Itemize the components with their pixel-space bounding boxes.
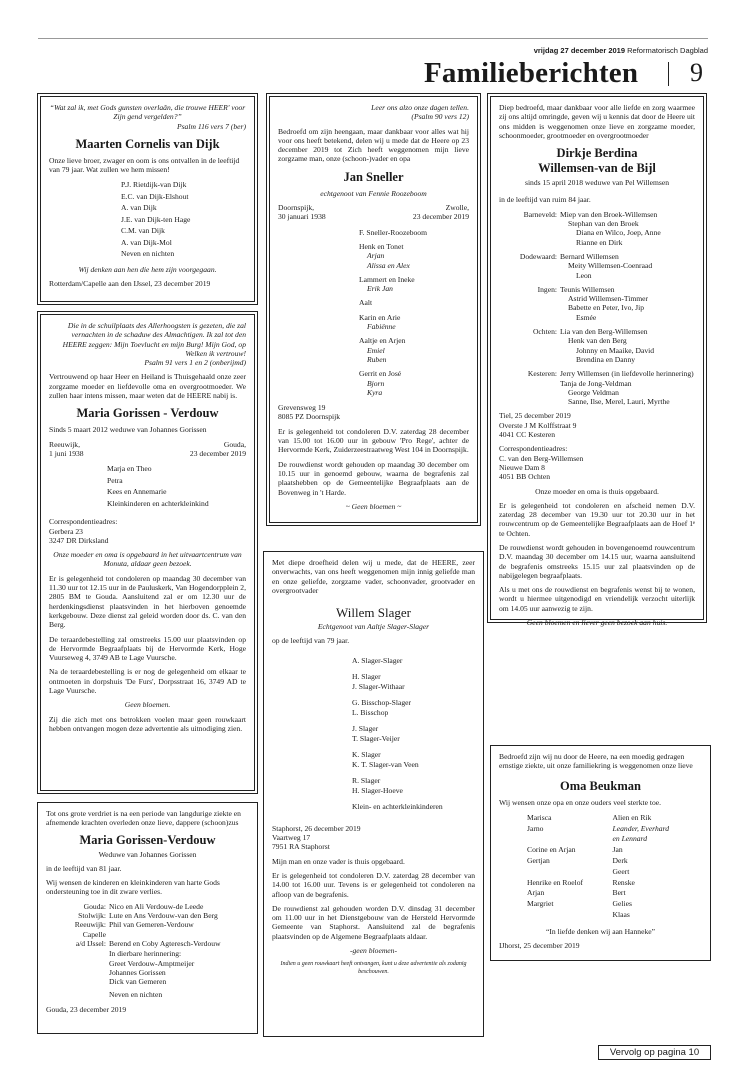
wish-text: Wij wensen onze opa en onze ouders veel sterkte toe. bbox=[499, 797, 662, 807]
right-column bbox=[601, 813, 703, 921]
ad-jan-sneller bbox=[269, 96, 478, 523]
condolence-text: Er is gelegenheid tot condoleren en afscheid nemen D.V. zaterdag 28 december van 19.30 uur tot 20.30 uur in het rouwcentrum op de Gemeentelijke Begraafplaats aan de Hoef 1ᵉ te Ochten. bbox=[499, 500, 695, 538]
family-line: Jerry Willemsen (in liefdevolle herinnering) bbox=[560, 369, 694, 379]
quote: “Wat zal ik, met Gods gunsten overlaân, die trouwe HEER' voor Zijn gend vergelden?” bbox=[49, 103, 246, 122]
intro-text: Diep bedroefd, maar dankbaar voor alle liefde en zorg waarmee zij ons altijd omringde, geven wij u kennis dat door de Heere uit ons midden is weggenomen onze lieve en zorgzame moeder, schoonmoeder, grootmoeder en overgrootmoeder bbox=[499, 103, 695, 140]
family-line: Meity Willemsen-Coenraad bbox=[568, 261, 653, 271]
place-date: Staphorst, 26 december 2019 bbox=[272, 823, 361, 833]
family-group bbox=[499, 210, 695, 247]
family-group bbox=[499, 369, 695, 406]
grandchild: Fabiënne bbox=[367, 322, 396, 332]
relative-place: Gouda: bbox=[83, 901, 106, 911]
family-lines bbox=[557, 285, 648, 322]
family-member: J. Slager-Withaar bbox=[352, 681, 405, 691]
dateline bbox=[534, 46, 708, 55]
family-line: Lia van den Berg-Willemsen bbox=[560, 327, 648, 337]
spouse-text: Echtgenoot van Aaltje Slager-Slager bbox=[317, 622, 430, 632]
ad-willem-slager bbox=[263, 551, 484, 1037]
closing-text: Wij denken aan hen die hem zijn voorgegaan. bbox=[78, 264, 217, 274]
grandchild: Ruben bbox=[367, 354, 387, 364]
family-line: Tanja de Jong-Veldman bbox=[560, 378, 632, 388]
family-member: F. Sneller-Roozeboom bbox=[359, 227, 427, 237]
grandchild-name: Gelies bbox=[612, 899, 632, 909]
ad-gorissen-verdouw bbox=[40, 314, 255, 791]
continued-link[interactable]: Vervolg op pagina 10 bbox=[598, 1045, 711, 1060]
burial-text: De teraardebestelling zal omstreeks 15.00 uur plaatsvinden op de Hervormde Begraafplaats bij de Hervormde Kerk, Hoge Vuurseweg 4, 3749 AB te Lage Vuursche. bbox=[49, 634, 246, 663]
deceased-name: Maria Gorissen-Verdouw bbox=[79, 832, 216, 847]
intro-text: Vertrouwend op haar Heer en Heiland is Thuisgehaald onze zeer zorgzame moeder en liefdevolle oma en overgrootmoeder. We zullen haar intens missen, maar weten dat de HEERE nabij is. bbox=[49, 372, 246, 401]
birth-place: Reeuwijk, bbox=[49, 439, 81, 449]
no-flowers: -geen bloemen- bbox=[349, 946, 398, 956]
address-line: Grevensweg 19 bbox=[278, 403, 326, 413]
intro-text: Onze lieve broer, zwager en oom is ons ontvallen in de leeftijd van 79 jaar. Wat zullen we hem missen! bbox=[49, 155, 240, 175]
service-text: De rouwdienst zal gehouden worden D.V. dinsdag 31 december om 11.00 uur in het Dienstgebouw van de Hersteld Hervormde Gemeente van Staphorst. Aansluitend zal de begrafenis plaatsvinden op de Algemene Begraafplaats aldaar. bbox=[272, 903, 475, 941]
memory-name: Greet Verdouw-Amptmeijer bbox=[109, 958, 195, 968]
family-member: P.J. Rietdijk-van Dijk bbox=[121, 180, 187, 190]
family-place: Barneveld: bbox=[523, 209, 557, 219]
correspondence-line: Nieuwe Dam 8 bbox=[499, 462, 545, 472]
family-line: Johnny en Maaike, David bbox=[576, 345, 655, 355]
family-line: Rianne en Dirk bbox=[576, 237, 623, 247]
grandchild-name: Gertjan bbox=[527, 856, 550, 866]
nephews-text: Neven en nichten bbox=[109, 990, 163, 1000]
intro-text: Tot ons grote verdriet is na een periode van langdurige ziekte en afnemende krachten overleden onze lieve, dappere (schoon)zus bbox=[46, 809, 241, 828]
family-member: Aaltje en Arjen bbox=[359, 336, 406, 346]
family-list bbox=[49, 179, 246, 260]
correspondence-line: Gerbera 23 bbox=[49, 526, 83, 536]
memory-name: Dick van Gemeren bbox=[109, 977, 167, 987]
spouse-text: echtgenoot van Fennie Roozeboom bbox=[320, 188, 427, 198]
death-place: Gouda, bbox=[223, 439, 246, 449]
family-member: E.C. van Dijk-Elshout bbox=[121, 191, 189, 201]
quote-text: “In liefde denken wij aan Hanneke” bbox=[545, 926, 655, 936]
home-text: Mijn man en onze vader is thuis opgebaard. bbox=[272, 856, 405, 866]
correspondence-label: Correspondentieadres: bbox=[49, 517, 118, 527]
family-line: Babette en Peter, Ivo, Jip bbox=[568, 303, 645, 313]
family-member: Petra bbox=[107, 475, 123, 485]
grandchild-name: Bert bbox=[612, 888, 626, 898]
correspondence-line: C. van den Berg-Willemsen bbox=[499, 453, 584, 463]
notice-text: Als u met ons de rouwdienst en begrafenis wenst bij te wonen, wordt u hiermee uitgenodigd en vriendelijk verzocht uiterlijk om 14.05 uur aanwezig te zijn. bbox=[499, 585, 695, 613]
family-group bbox=[499, 327, 695, 364]
family-line: Astrid Willemsen-Timmer bbox=[568, 294, 649, 304]
family-line: Teunis Willemsen bbox=[560, 284, 615, 294]
relative-row bbox=[46, 911, 249, 920]
family-list bbox=[49, 463, 246, 509]
family-line: Stephan van den Broek bbox=[568, 219, 639, 229]
deceased-surname: Willemsen-van de Bijl bbox=[538, 161, 656, 176]
family-member: Aalt bbox=[359, 298, 373, 308]
relative-place: Stolwijk: bbox=[78, 911, 106, 921]
family-member: C.M. van Dijk bbox=[121, 226, 165, 236]
relatives-list bbox=[46, 902, 249, 948]
memory-name: Johannes Gorissen bbox=[109, 967, 166, 977]
after-text: Na de teraardebestelling is er nog de gelegenheid om elkaar te ontmoeten in dorpshuis 'De Furs', Dorpsstraat 16, 3749 AD te Lage Vuursche. bbox=[49, 667, 246, 696]
family-member: Neven en nichten bbox=[121, 249, 175, 259]
condolence-text: Er is gelegenheid tot condoleren op maandag 30 december van 11.30 uur tot 12.15 uur in de Pauluskerk, Van Hogendorpplein 2, 2805 BM te Gouda. Aansluitend zal er om 12.30 uur de herdenkingsdienst plaatsvinden in het hierboven genoemde kerkgebouw. Deze dienst zal geleid worden door ds. C. van den Berg. bbox=[49, 573, 246, 630]
family-lines bbox=[557, 252, 652, 280]
relative-row bbox=[46, 902, 249, 911]
family-line: Brendina en Danny bbox=[576, 354, 636, 364]
page-number: 9 bbox=[690, 58, 703, 87]
relative-names bbox=[106, 930, 109, 939]
address-line: Vaartweg 17 bbox=[272, 833, 311, 843]
memory-block bbox=[46, 949, 249, 999]
condolence-text: Er is gelegenheid tot condoleren D.V. zaterdag 28 december van 14.00 tot 16.00 uur. Tevens is er gelegenheid tot condoleren na afloop van de begrafenis. bbox=[272, 870, 475, 899]
thanks-text: Zij die zich met ons betrokken voelen maar geen rouwkaart hebben ontvangen mogen deze advertentie als uitnodiging zien. bbox=[49, 714, 246, 733]
service-text: De rouwdienst wordt gehouden op maandag 30 december om 10.15 uur in genoemd gebouw, waarna de begrafenis zal plaatshebben op de Gemeentelijke Begraafplaats aan de Bovenweg in 't Harde. bbox=[278, 459, 469, 497]
grandchild-name: Geert bbox=[612, 866, 630, 876]
grandchild-name: Marisca bbox=[527, 812, 552, 822]
grandchild: Emiel bbox=[367, 345, 385, 355]
family-group bbox=[499, 285, 695, 322]
grandchild-name: Klaas bbox=[612, 910, 630, 920]
relative-row bbox=[46, 930, 249, 939]
widow-text: Weduwe van Johannes Gorissen bbox=[98, 849, 197, 859]
family-member: T. Slager-Veijer bbox=[352, 733, 400, 743]
relative-names: Nico en Ali Verdouw-de Leede bbox=[109, 901, 204, 911]
ad-willemsen-van-de-bijl bbox=[490, 96, 704, 628]
relative-row bbox=[46, 939, 249, 948]
dates-row bbox=[49, 440, 246, 459]
family-lines bbox=[557, 327, 654, 364]
wish-text: Wij wensen de kinderen en kleinkinderen van harte Gods ondersteuning toe in dit zware verlies. bbox=[46, 878, 220, 897]
header-rule bbox=[38, 38, 708, 39]
relative-names: Berend en Coby Agteresch-Verdouw bbox=[109, 938, 221, 948]
family-line: Esmée bbox=[576, 312, 597, 322]
family-list bbox=[278, 228, 469, 397]
grandchild-name: Jan bbox=[612, 845, 623, 855]
family-line: Leon bbox=[576, 270, 592, 280]
grandchildren-grid bbox=[499, 813, 702, 921]
family-line: Miep van den Broek-Willemsen bbox=[560, 209, 658, 219]
deceased-name: Jan Sneller bbox=[343, 169, 404, 184]
intro-text: Met diepe droefheid delen wij u mede, dat de HEERE, zeer onverwachts, van ons heeft weggenomen mijn innig geliefde man en onze geliefde, zorgzame vader, schoonvader, grootvader en overgrootvader bbox=[272, 558, 475, 595]
ad-oma-beukman bbox=[490, 745, 711, 961]
family-member: K. Slager bbox=[352, 749, 381, 759]
since-text: sinds 15 april 2018 weduwe van Pel Willemsen bbox=[524, 178, 670, 188]
place-date: Rotterdam/Capelle aan den IJssel, 23 december 2019 bbox=[49, 279, 211, 289]
grandchild: Erik Jan bbox=[367, 284, 393, 294]
quote-ref: (Psalm 90 vers 12) bbox=[411, 112, 469, 122]
family-member: Gerrit en José bbox=[359, 369, 402, 379]
relative-row bbox=[46, 920, 249, 929]
quote-ref: Psalm 116 vers 7 (ber) bbox=[176, 121, 246, 131]
family-member: R. Slager bbox=[352, 775, 381, 785]
family-place: Kesteren: bbox=[527, 369, 557, 379]
no-flowers: ~ Geen bloemen ~ bbox=[345, 501, 402, 511]
age-text: in de leeftijd van ruim 84 jaar. bbox=[499, 195, 591, 205]
family-member: Kleinkinderen en achterkleinkind bbox=[107, 498, 209, 508]
deceased-name: Oma Beukman bbox=[560, 778, 641, 793]
intro-text: Bedroefd zijn wij nu door de Heere, na een moedig gedragen ernstige ziekte, uit onze familiekring is weggenomen onze lieve bbox=[499, 752, 693, 771]
paper-name: Reformatorisch Dagblad bbox=[627, 46, 708, 55]
grandchild-name: Alien en Rik bbox=[612, 812, 652, 822]
grandchild-name: Leander, Everhard bbox=[612, 823, 670, 833]
family-group bbox=[499, 252, 695, 280]
family-member: Henk en Tonet bbox=[359, 241, 404, 251]
no-flowers: Geen bloemen en liever geen bezoek aan huis. bbox=[526, 618, 668, 628]
correspondence-line: 3247 DR Dirksland bbox=[49, 535, 109, 545]
grandchild-name: Derk bbox=[612, 856, 628, 866]
grandchildren-text: Klein- en achterkleinkinderen bbox=[352, 801, 443, 811]
family-member: A. van Dijk bbox=[121, 203, 157, 213]
address-line: 4041 CC Kesteren bbox=[499, 430, 556, 440]
spacer bbox=[527, 834, 601, 845]
condolence-text: Er is gelegenheid tot condoleren D.V. zaterdag 28 december van 15.00 tot 16.00 uur in gebouw 'Pro Rege', achter de Hervormde Kerk, Zuiderzeestraatweg West 104 in Doornspijk. bbox=[278, 426, 469, 455]
place-date: Tiel, 25 december 2019 bbox=[499, 411, 571, 421]
family-lines bbox=[557, 210, 661, 247]
family-place: Ingen: bbox=[537, 284, 557, 294]
relative-place: Reeuwijk: bbox=[74, 920, 106, 930]
address-line: 8085 PZ Doornspijk bbox=[278, 412, 341, 422]
grandchild: Kyra bbox=[367, 387, 383, 397]
home-text: Onze moeder en oma is thuis opgebaard. bbox=[535, 486, 659, 496]
correspondence-line: 4051 BB Ochten bbox=[499, 472, 551, 482]
memory-label: In dierbare herinnering: bbox=[109, 949, 182, 959]
grandchild: Arjan bbox=[367, 251, 385, 261]
birth-date: 30 januari 1938 bbox=[278, 212, 326, 222]
birth-date: 1 juni 1938 bbox=[49, 448, 84, 458]
relative-place: a/d IJssel: bbox=[75, 938, 106, 948]
issue-date: vrijdag 27 december 2019 bbox=[533, 46, 626, 55]
family-line: George Veldman bbox=[568, 387, 619, 397]
ad-gorissen-verdouw-family bbox=[37, 802, 258, 1034]
family-member: Marja en Theo bbox=[107, 464, 152, 474]
death-date: 23 december 2019 bbox=[412, 212, 469, 222]
family-member: A. Slager-Slager bbox=[352, 655, 403, 665]
section-title: Familieberichten bbox=[424, 57, 639, 89]
family-member: K. T. Slager-van Veen bbox=[352, 759, 419, 769]
family-line: Henk van den Berg bbox=[568, 336, 627, 346]
address-line: Overste J M Kolffstraat 9 bbox=[499, 420, 577, 430]
since-text: Sinds 5 maart 2012 weduwe van Johannes Gorissen bbox=[49, 425, 207, 435]
birth-place: Doornspijk, bbox=[278, 203, 315, 213]
grandchild-name: Corine en Arjan bbox=[527, 845, 576, 855]
family-place: Dodewaard: bbox=[519, 251, 557, 261]
left-column bbox=[499, 813, 601, 921]
quote: Leer ons alzo onze dagen tellen. bbox=[371, 103, 469, 112]
title-divider bbox=[668, 62, 669, 86]
grandchild: Alissa en Alex bbox=[367, 260, 410, 270]
family-member: H. Slager-Hoeve bbox=[352, 785, 403, 795]
age-text: in de leeftijd van 81 jaar. bbox=[46, 863, 122, 873]
quote: Die in de schuilplaats des Allerhoogsten is gezeten, die zal vernachten in de schaduw des Almachtigen. Ik zal tot den HEERE zeggen: Mijn Toevlucht en mijn Burg! Mijn God, op Welken ik vertrouw! bbox=[62, 321, 246, 358]
address-line: 7951 RA Staphorst bbox=[272, 842, 330, 852]
family-line: Diana en Wilco, Joep, Anne bbox=[576, 228, 661, 238]
ad-van-dijk bbox=[40, 96, 255, 302]
visiting-text: Onze moeder en oma is opgebaard in het uitvaartcentrum van Monuta, aldaar geen bezoek. bbox=[53, 550, 242, 569]
no-flowers: Geen bloemen. bbox=[124, 700, 171, 710]
death-place: Zwolle, bbox=[445, 203, 469, 213]
relative-names: Lute en Ans Verdouw-van den Berg bbox=[109, 911, 218, 921]
grandchild-name: Henrike en Roelof bbox=[527, 877, 584, 887]
place-date: IJhorst, 25 december 2019 bbox=[499, 941, 580, 951]
grandchild-name: Jarno bbox=[527, 823, 544, 833]
place-date: Gouda, 23 december 2019 bbox=[46, 1004, 127, 1014]
family-line: Sanne, Ilse, Merel, Lauri, Myrthe bbox=[568, 397, 670, 407]
family-member: A. van Dijk-Mol bbox=[121, 237, 172, 247]
deceased-name: Maarten Cornelis van Dijk bbox=[75, 136, 220, 151]
family-line: Bernard Willemsen bbox=[560, 251, 619, 261]
deceased-name: Maria Gorissen - Verdouw bbox=[76, 406, 219, 421]
family-member: Karin en Arie bbox=[359, 312, 401, 322]
grandchild-name: en Lennard bbox=[612, 834, 648, 844]
spacer bbox=[527, 867, 601, 878]
family-member: H. Slager bbox=[352, 671, 381, 681]
family-member: Kees en Annemarie bbox=[107, 487, 167, 497]
family-groups bbox=[499, 210, 695, 407]
grandchild-name: Margriet bbox=[527, 899, 554, 909]
family-member: L. Bisschop bbox=[352, 707, 389, 717]
intro-text: Bedroefd om zijn heengaan, maar dankbaar voor alles wat hij voor ons heeft betekend, delen wij u mede dat de Heere op 23 december 2019 tot Zich heeft weggenomen mijn lieve zorgzame man, onze (schoon-)vader en opa bbox=[278, 126, 469, 164]
family-lines bbox=[557, 369, 694, 406]
grandchild-name: Arjan bbox=[527, 888, 545, 898]
family-member: Lammert en Ineke bbox=[359, 274, 415, 284]
family-member: G. Bisschop-Slager bbox=[352, 697, 412, 707]
family-member: J.E. van Dijk-ten Hage bbox=[121, 214, 191, 224]
service-text: De rouwdienst wordt gehouden in bovengenoemd rouwcentrum D.V. maandag 30 december om 14.15 uur, waarna aansluitend de begrafenis omstreeks 15.15 uur zal plaatsvinden op de nabijgelegen begraafplaats. bbox=[499, 542, 695, 580]
death-date: 23 december 2019 bbox=[189, 448, 246, 458]
grandchild-name: Renske bbox=[612, 877, 635, 887]
relative-names: Phil van Gemeren-Verdouw bbox=[109, 920, 194, 930]
deceased-name: Willem Slager bbox=[336, 605, 411, 621]
correspondence-label: Correspondentieadres: bbox=[499, 444, 568, 454]
family-list bbox=[272, 656, 475, 812]
quote-ref: Psalm 91 vers 1 en 2 (onberijmd) bbox=[144, 358, 246, 368]
age-text: op de leeftijd van 79 jaar. bbox=[272, 636, 350, 646]
deceased-name: Dirkje Berdina bbox=[556, 146, 638, 161]
family-member: J. Slager bbox=[352, 723, 379, 733]
family-place: Ochten: bbox=[532, 327, 557, 337]
dates-row bbox=[278, 203, 469, 222]
relative-place: Capelle bbox=[82, 929, 106, 939]
note-text: Indien u geen rouwkaart heeft ontvangen, kunt u deze advertentie als zodanig beschouwen. bbox=[280, 961, 467, 976]
grandchild: Bjorn bbox=[367, 378, 385, 388]
